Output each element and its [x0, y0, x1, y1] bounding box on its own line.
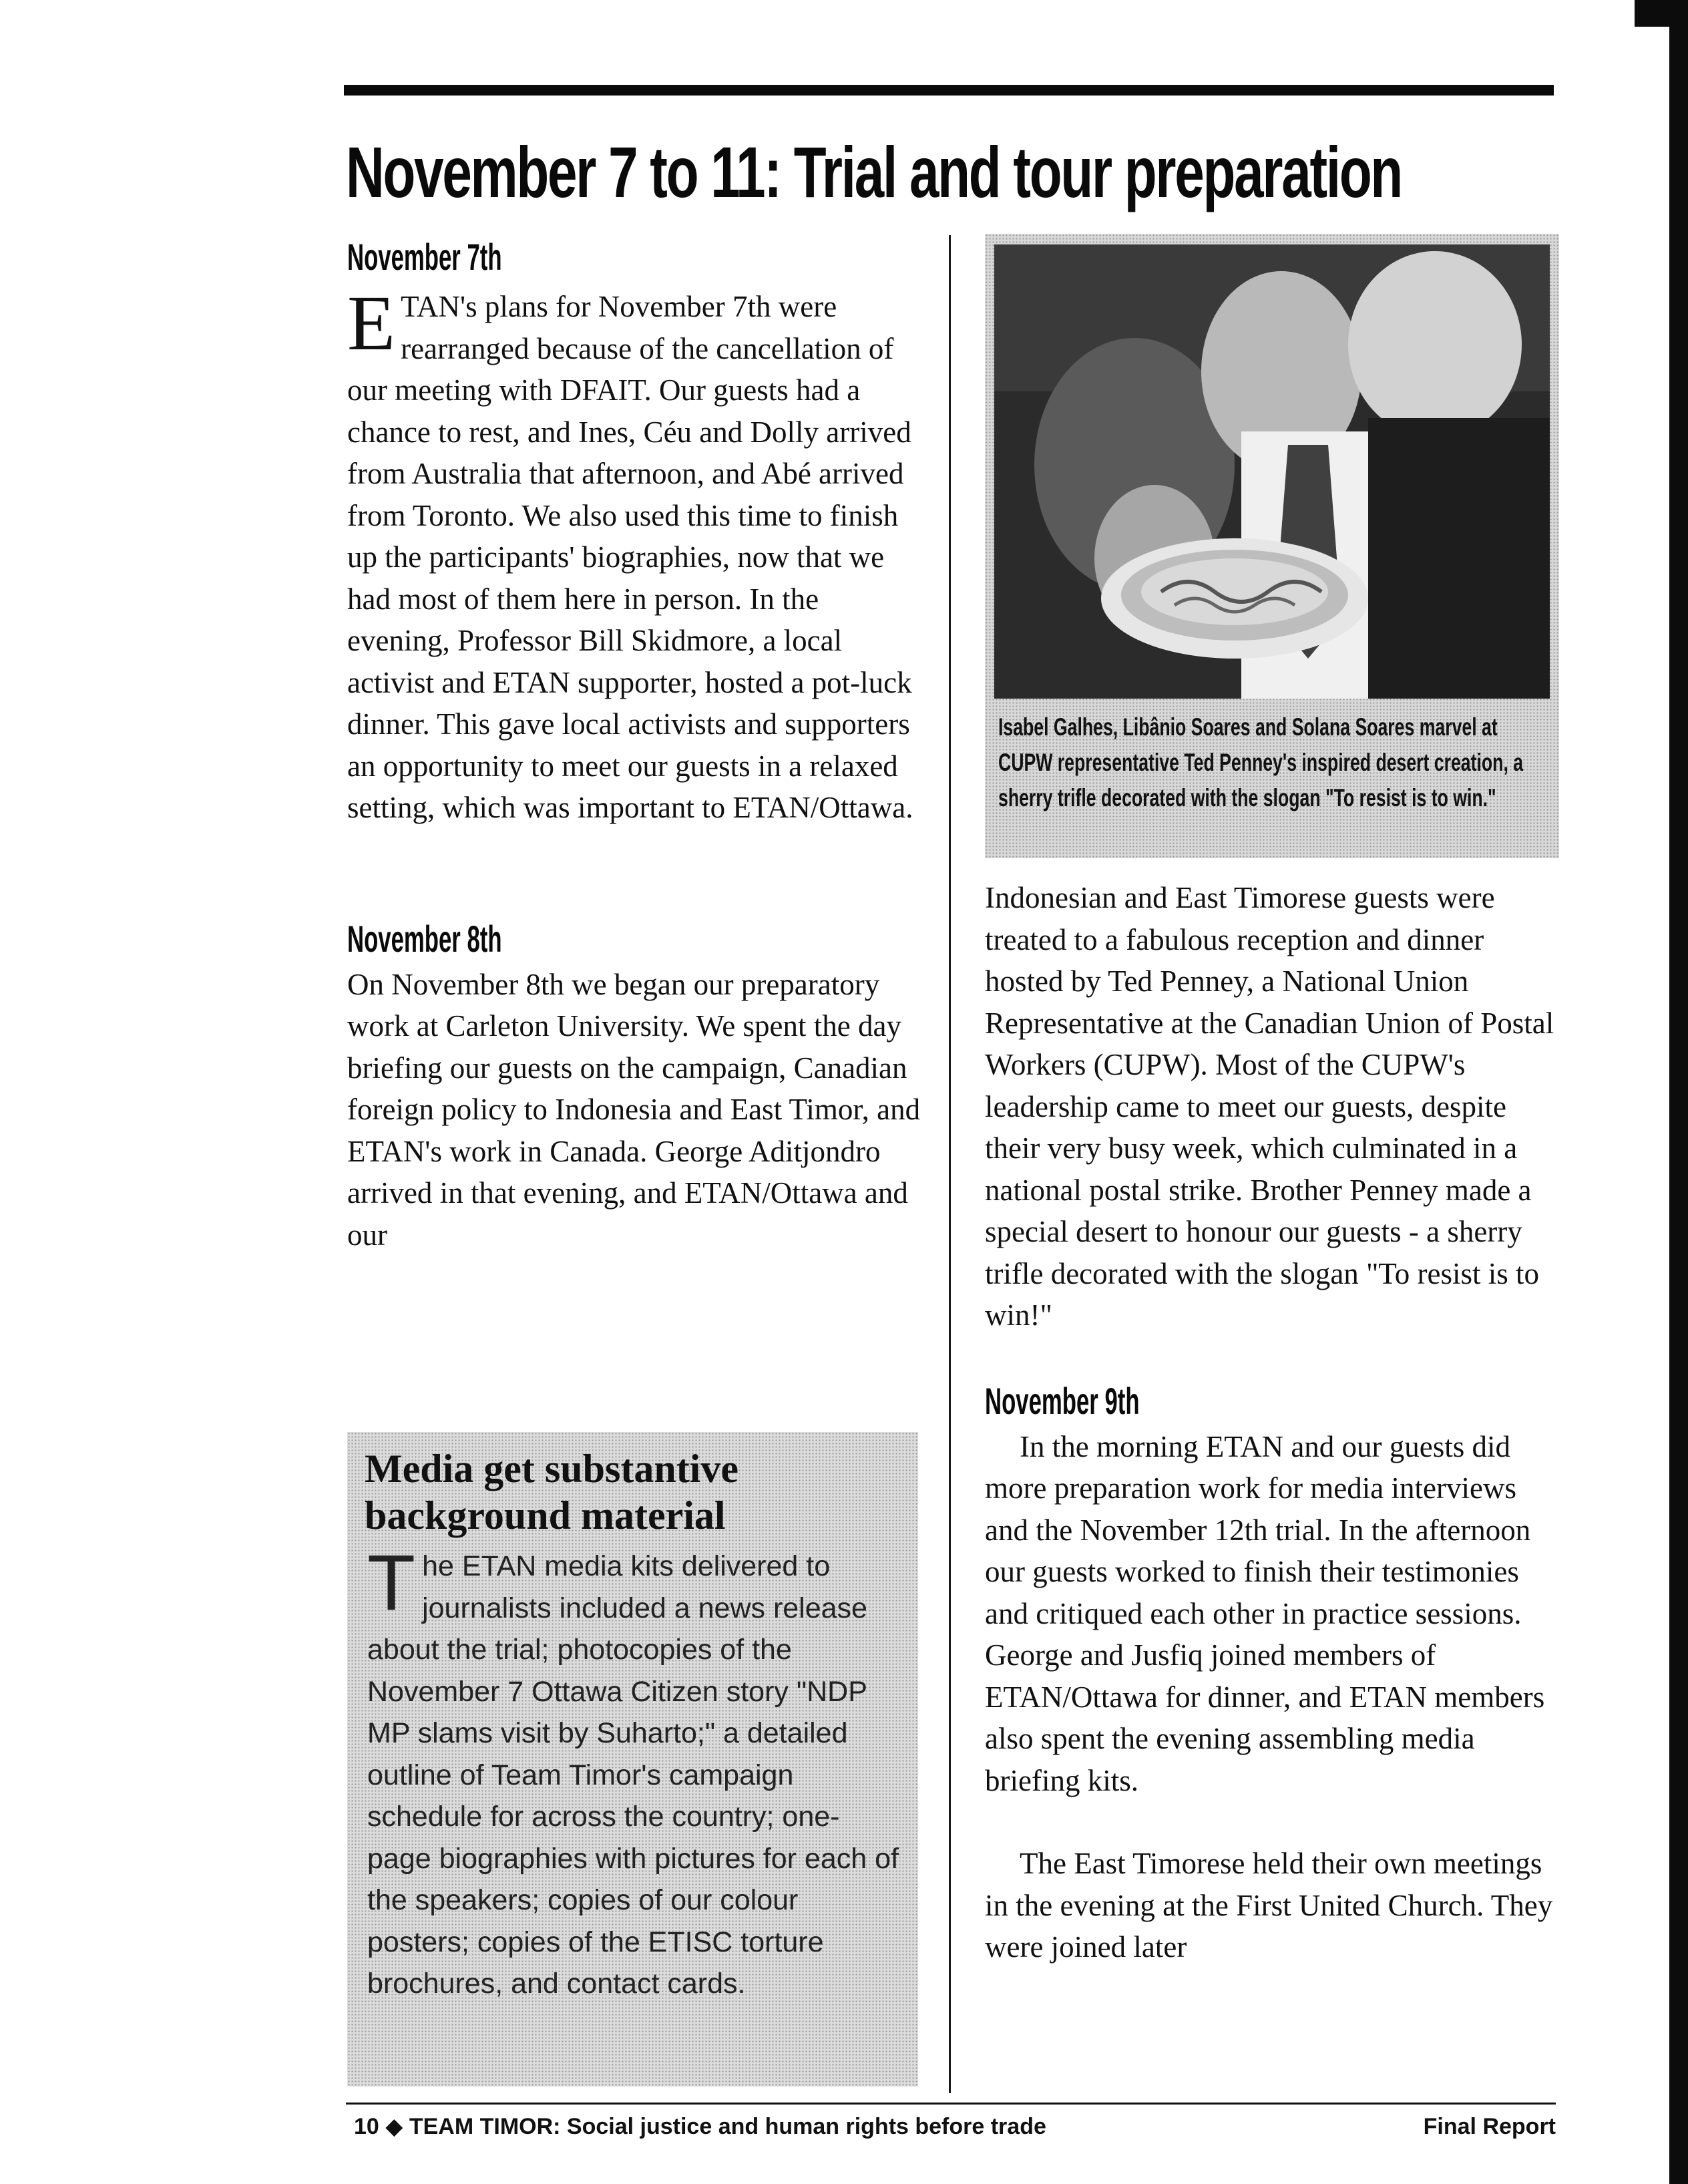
photo-box — [985, 234, 1559, 858]
nov9-heading: November 9th — [985, 1379, 1140, 1422]
column-divider — [949, 235, 951, 2093]
spacer — [347, 829, 928, 916]
spacer — [985, 1336, 1559, 1378]
page-title: November 7 to 11: Trial and tour preparation — [346, 132, 1402, 212]
caption-line2: CUPW representative Ted Penney's inspired desert creation, a — [998, 749, 1524, 776]
spacer — [985, 1801, 1559, 1843]
scan-edge-notch — [1635, 0, 1675, 27]
sidebar-title — [365, 1445, 738, 1539]
media-sidebar — [347, 1432, 918, 2086]
right-column — [985, 234, 1559, 1968]
top-rule — [344, 85, 1554, 96]
nov8-heading: November 8th — [347, 917, 502, 960]
nov9-paragraph-1: In the morning ETAN and our guests did more preparation work for media interviews and the November 12th trial. In the afternoon our guests worked to finish their testimonies and critiqued each other in practice sessions. George and Jusfiq joined members of ETAN/Ottawa for dinner, and ETAN members also spent the evening assembling media briefing kits. — [985, 1429, 1545, 1797]
footer-right: Final Report — [1423, 2114, 1556, 2139]
nov7-heading: November 7th — [347, 236, 502, 278]
sidebar-dropcap: T — [367, 1539, 416, 1627]
nov7-paragraph — [347, 279, 928, 829]
nov8-continued-text: Indonesian and East Timorese guests were treated to a fabulous reception and dinner hosted by Ted Penney, a National Union Representative at the Canadian Union of Postal Workers (CUPW). Most of the CUPW's leadership came to meet our guests, despite their very busy week, which culminated in a national postal strike. Brother Penney made a special desert to honour our guests - a sherry trifle decorated with the slogan "To resist is to win!" — [985, 881, 1554, 1332]
photo-trifle — [994, 244, 1550, 699]
nov7-dropcap: E — [347, 279, 396, 367]
sidebar-title-line1: Media get substantive — [365, 1447, 738, 1491]
sidebar-text: he ETAN media kits delivered to journalists included a news release about the trial; photocopies of the November 7 Ottawa Citizen story "NDP MP slams visit by Suharto;" a detailed outline of Team Timor's campaign schedule for across the country; one-page biographies with pictures for each of the speakers; copies of our colour posters; copies of the ETISC torture brochures, and contact cards. — [367, 1550, 899, 2000]
sidebar-title-line2: background material — [365, 1493, 726, 1537]
left-column — [347, 234, 928, 1256]
scan-edge-mark — [1669, 0, 1688, 2184]
sidebar-body — [367, 1539, 901, 2005]
nov8-text: On November 8th we began our preparatory work at Carleton University. We spent the day briefing our guests on the campaign, Canadian foreign policy to Indonesia and East Timor, and ETAN's work in Canada. George Aditjondro arrived in that evening, and ETAN/Ottawa and our — [347, 967, 921, 1252]
photo-caption — [998, 709, 1546, 815]
footer-left: 10 ◆ TEAM TIMOR: Social justice and human rights before trade — [354, 2114, 1046, 2139]
footer-rule — [346, 2103, 1556, 2105]
caption-line3: sherry trifle decorated with the slogan "To resist is to win." — [998, 784, 1496, 811]
photo-illustration — [994, 244, 1550, 699]
nov7-text: TAN's plans for November 7th were rearranged because of the cancellation of our meeting with DFAIT. Our guests had a chance to rest, and Ines, Céu and Dolly arrived from Australia that afternoon, and Abé arrived from Toronto. We also used this time to finish up the participants' biographies, now that we had most of them here in person. In the evening, Professor Bill Skidmore, a local activist and ETAN supporter, hosted a pot-luck dinner. This gave local activists and supporters an opportunity to meet our guests in a relaxed setting, which was important to ETAN/Ottawa. — [347, 290, 913, 824]
caption-line1: Isabel Galhes, Libânio Soares and Solana Soares marvel at — [998, 713, 1498, 741]
nov9-paragraph-2: The East Timorese held their own meetings in the evening at the First United Church. They were joined later — [985, 1847, 1553, 1964]
